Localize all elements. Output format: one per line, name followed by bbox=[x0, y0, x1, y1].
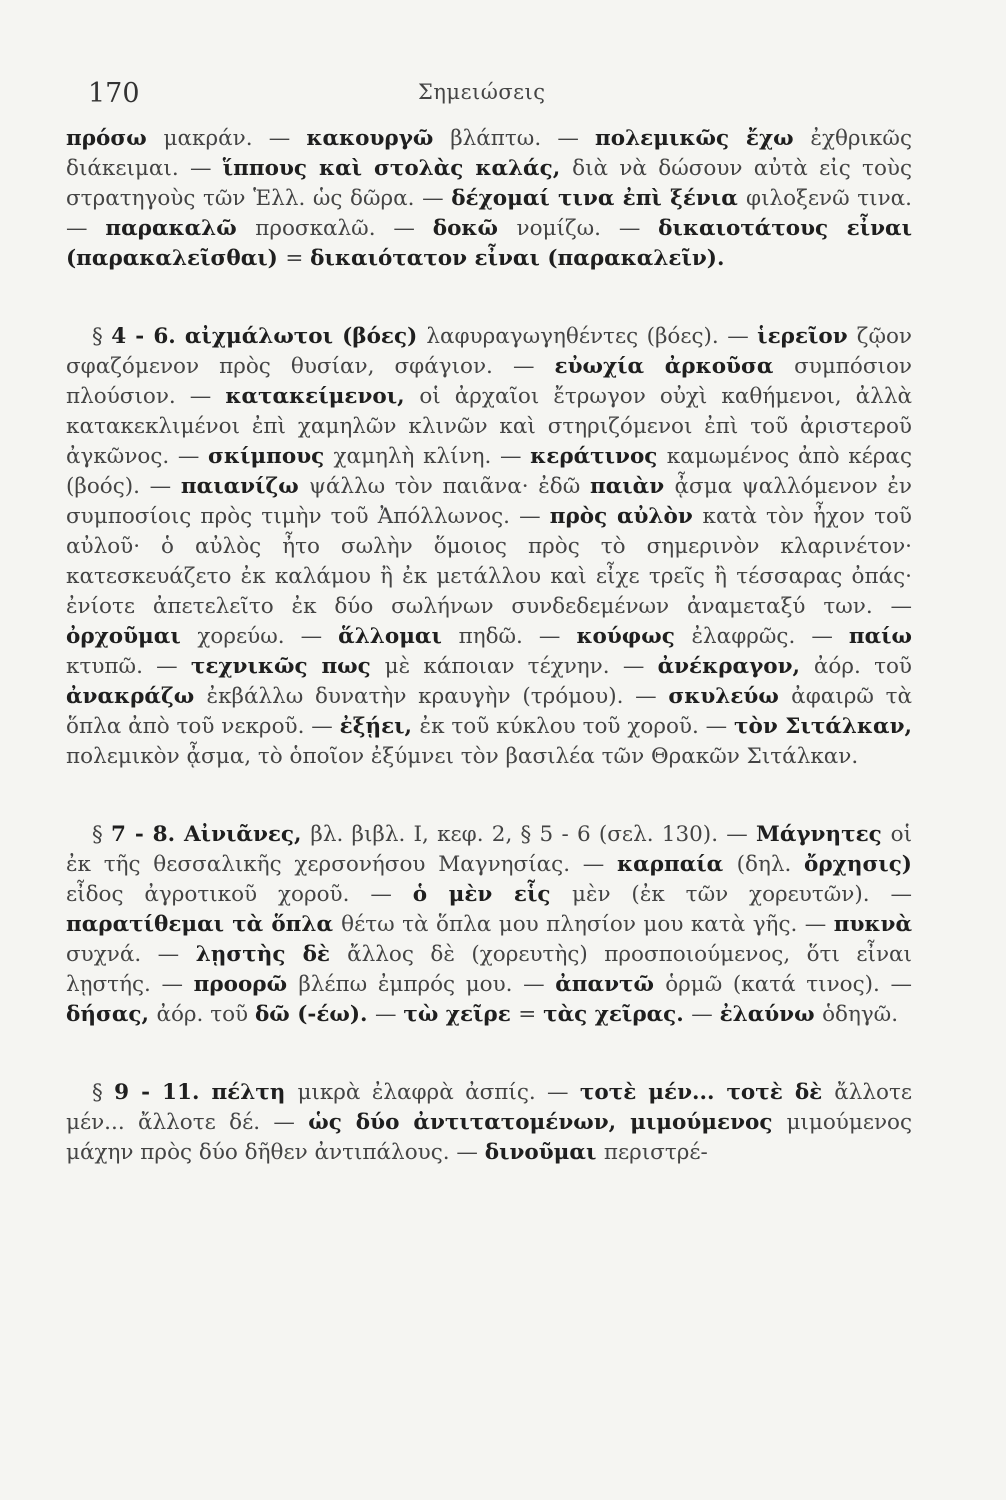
gloss-text: κτυπῶ. — bbox=[66, 654, 191, 679]
headword: πρὸς αὐλὸν bbox=[549, 504, 703, 529]
headword: ὄρχησις) bbox=[804, 852, 912, 877]
gloss-text: ἐλαφρῶς. — bbox=[691, 624, 849, 649]
headword: δινοῦμαι bbox=[484, 1140, 604, 1165]
headword: ἐλαύνω bbox=[719, 1002, 823, 1027]
note-paragraph bbox=[66, 322, 912, 772]
headword: πολεμικῶς ἔχω bbox=[595, 126, 811, 151]
gloss-text: ἀφαιρῶ τὰ ὅπλα ἀπὸ τοῦ νεκροῦ. — bbox=[66, 684, 913, 739]
gloss-text: συμπόσιον πλούσιον. — bbox=[66, 354, 912, 409]
headword: 7 - 8. Αἰνιᾶνες, bbox=[111, 822, 311, 847]
headword: κεράτινος bbox=[530, 444, 667, 469]
gloss-text: ἄλλος δὲ (χορευτὴς) προσποιούμενος, ὅτι εἶναι λῃστής. — bbox=[66, 942, 912, 997]
gloss-text: ὁρμῶ (κατά τινος). — bbox=[665, 972, 912, 997]
headword: δέχομαί τινα ἐπὶ ξένια bbox=[451, 186, 747, 211]
note-paragraph bbox=[66, 820, 912, 1030]
headword: τὰς χεῖρας. bbox=[543, 1002, 692, 1027]
headword: τὼ χεῖρε bbox=[403, 1002, 519, 1027]
headword: παρακαλῶ bbox=[105, 216, 256, 241]
gloss-text: μιμούμενος μάχην πρὸς δύο δῆθεν ἀντιπάλους. — bbox=[66, 1110, 913, 1165]
gloss-text: μακράν. — bbox=[163, 126, 307, 151]
gloss-text: = bbox=[518, 1002, 544, 1027]
gloss-text: ἀόρ. τοῦ bbox=[813, 654, 912, 679]
gloss-text: πηδῶ. — bbox=[458, 624, 577, 649]
gloss-text: — bbox=[375, 1002, 404, 1027]
gloss-text: ᾆσμα ψαλλόμενον ἐν συμποσίοις πρὸς τιμὴν τοῦ Ἀπόλλωνος. — bbox=[66, 474, 913, 529]
gloss-text: ἐκ τοῦ κύκλου τοῦ χοροῦ. — bbox=[419, 714, 735, 739]
gloss-text: φιλοξενῶ τινα. — bbox=[66, 186, 912, 241]
headword: τὸν Σιτάλκαν, bbox=[734, 714, 912, 739]
headword: 4 - 6. αἰχμάλωτοι (βόες) bbox=[111, 324, 427, 349]
headword: ἀνέκραγον, bbox=[657, 654, 814, 679]
gloss-text: λαφυραγωγηθέντες (βόες). — bbox=[426, 324, 758, 349]
notes-body bbox=[66, 124, 912, 1216]
headword: Μάγνητες bbox=[756, 822, 891, 847]
headword: κούφως bbox=[576, 624, 692, 649]
gloss-text: διὰ νὰ δώσουν αὐτὰ εἰς τοὺς στρατηγοὺς τῶν Ἑλλ. ὡς δῶρα. — bbox=[66, 156, 912, 211]
headword: κατακείμενοι, bbox=[225, 384, 420, 409]
gloss-text: συχνά. — bbox=[66, 942, 196, 967]
gloss-text: καμωμένος ἀπὸ κέρας (βοός). — bbox=[66, 444, 912, 499]
headword: δοκῶ bbox=[432, 216, 517, 241]
headword: δῶ (-έω). bbox=[254, 1002, 376, 1027]
headword: παιὰν bbox=[590, 474, 675, 499]
headword: σκυλεύω bbox=[668, 684, 792, 709]
page-header bbox=[88, 78, 918, 118]
gloss-text: § bbox=[92, 1080, 115, 1105]
gloss-text: χορεύω. — bbox=[197, 624, 339, 649]
headword: τεχνικῶς πως bbox=[190, 654, 385, 679]
headword: κακουργῶ bbox=[306, 126, 451, 151]
headword: προορῶ bbox=[193, 972, 299, 997]
gloss-text: (δηλ. bbox=[736, 852, 805, 877]
gloss-text: ἀόρ. τοῦ bbox=[156, 1002, 255, 1027]
page-number: 170 bbox=[88, 78, 140, 109]
running-head: Σημειώσεις bbox=[418, 80, 546, 104]
gloss-text: ἐκβάλλω δυνατὴν κραυγὴν (τρόμου). — bbox=[206, 684, 669, 709]
gloss-text: βλ. βιβλ. I, κεφ. 2, § 5 - 6 (σελ. 130). — bbox=[310, 822, 757, 847]
gloss-text: εἶδος ἀγροτικοῦ χοροῦ. — bbox=[66, 882, 413, 907]
gloss-text: ἄλλοτε μέν... ἄλλοτε δέ. — bbox=[66, 1080, 912, 1135]
headword: παίω bbox=[848, 624, 913, 649]
gloss-text: μικρὰ ἐλαφρὰ ἀσπίς. — bbox=[297, 1080, 580, 1105]
headword: ἅλλομαι bbox=[338, 624, 459, 649]
gloss-text: οἱ ἀρχαῖοι ἔτρωγον οὐχὶ καθήμενοι, ἀλλὰ κατακεκλιμένοι ἐπὶ χαμηλῶν κλινῶν καὶ στηριζόμενοι ἐπὶ τοῦ ἀριστεροῦ ἀγκῶνος. — bbox=[66, 384, 912, 469]
note-paragraph bbox=[66, 124, 912, 274]
headword: δικαιοτάτους εἶναι (παρακαλεῖσθαι) bbox=[66, 216, 912, 271]
headword: 9 - 11. πέλτη bbox=[114, 1080, 298, 1105]
headword: ὁ μὲν εἷς bbox=[412, 882, 572, 907]
headword: εὐωχία ἀρκοῦσα bbox=[554, 354, 795, 379]
headword: παρατίθεμαι τὰ ὅπλα bbox=[66, 912, 342, 937]
note-paragraph bbox=[66, 1078, 912, 1168]
headword: πυκνὰ bbox=[833, 912, 912, 937]
gloss-text: § bbox=[92, 324, 112, 349]
gloss-text: οἱ ἐκ τῆς θεσσαλικῆς χερσονήσου Μαγνησίας. — bbox=[66, 822, 912, 877]
headword: ἐξῄει, bbox=[339, 714, 420, 739]
gloss-text: περιστρέ- bbox=[603, 1140, 708, 1165]
gloss-text: κατὰ τὸν ἦχον τοῦ αὐλοῦ· ὁ αὐλὸς ἦτο σωλὴν ὅμοιος πρὸς τὸ σημερινὸν κλαρινέτον· κατεσκευάζετο ἐκ καλάμου ἢ ἐκ μετάλλου καὶ εἶχε τρεῖς ἢ τέσσαρας ὀπάς· ἐνίοτε ἀπετελεῖτο ἐκ δύο σωλήνων συνδεδεμένων ἀναμεταξύ των. — bbox=[66, 504, 912, 619]
headword: λῃστὴς δὲ bbox=[195, 942, 348, 967]
headword: σκίμπους bbox=[208, 444, 334, 469]
gloss-text: μὲ κάποιαν τέχνην. — bbox=[384, 654, 658, 679]
gloss-text: ἐχθρικῶς διάκειμαι. — bbox=[66, 126, 912, 181]
gloss-text: χαμηλὴ κλίνη. — bbox=[333, 444, 531, 469]
gloss-text: βλέπω ἐμπρός μου. — bbox=[298, 972, 556, 997]
gloss-text: ψάλλω τὸν παιᾶνα· ἐδῶ bbox=[309, 474, 590, 499]
headword: τοτὲ μέν... τοτὲ δὲ bbox=[579, 1080, 835, 1105]
headword: δήσας, bbox=[66, 1002, 157, 1027]
headword: παιανίζω bbox=[180, 474, 310, 499]
gloss-text: — bbox=[691, 1002, 720, 1027]
gloss-text: νομίζω. — bbox=[516, 216, 659, 241]
gloss-text: θέτω τὰ ὅπλα μου πλησίον μου κατὰ γῆς. — bbox=[341, 912, 834, 937]
headword: ἱερεῖον bbox=[757, 324, 857, 349]
gloss-text: προσκαλῶ. — bbox=[255, 216, 433, 241]
gloss-text: πολεμικὸν ᾆσμα, τὸ ὁποῖον ἐξύμνει τὸν βασιλέα τῶν Θρακῶν Σιτάλκαν. bbox=[66, 744, 859, 769]
gloss-text: μὲν (ἐκ τῶν χορευτῶν). — bbox=[571, 882, 912, 907]
gloss-text: ὁδηγῶ. bbox=[822, 1002, 899, 1027]
headword: ἀνακράζω bbox=[66, 684, 207, 709]
headword: ὀρχοῦμαι bbox=[66, 624, 198, 649]
gloss-text: βλάπτω. — bbox=[450, 126, 596, 151]
gloss-text: § bbox=[92, 822, 111, 847]
gloss-text: = bbox=[285, 246, 311, 271]
headword: πρόσω bbox=[66, 126, 164, 151]
gloss-text: ζῷον σφαζόμενον πρὸς θυσίαν, σφάγιον. — bbox=[66, 324, 912, 379]
headword: καρπαία bbox=[617, 852, 737, 877]
headword: ἀπαντῶ bbox=[555, 972, 666, 997]
headword: ὡς δύο ἀντιτατομένων, μιμούμενος bbox=[308, 1110, 787, 1135]
headword: ἵππους καὶ στολὰς καλάς, bbox=[222, 156, 573, 181]
headword: δικαιότατον εἶναι (παρακαλεῖν). bbox=[310, 246, 725, 271]
